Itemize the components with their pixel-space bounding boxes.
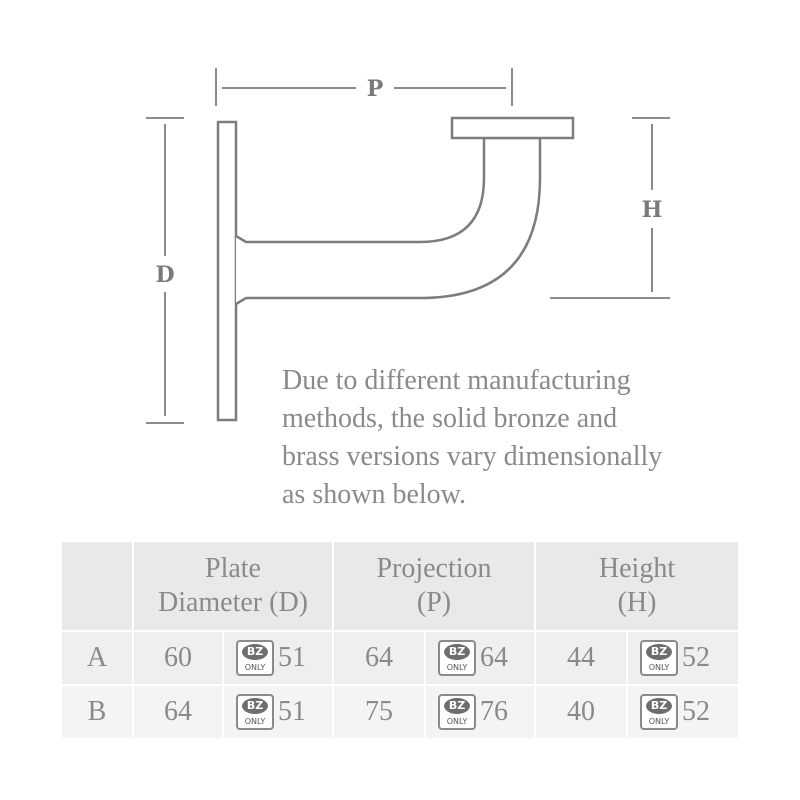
plate-value: 64 [133,685,223,739]
height-bz-cell [627,631,739,685]
bz-only-badge-icon [438,640,476,676]
badge-top-text: BZ [646,644,672,660]
header-projection [333,541,535,631]
p-label: P [366,76,384,102]
bz-only-badge-icon [236,694,274,730]
projection-bz-value: 64 [480,642,508,673]
height-value: 40 [535,685,627,739]
badge-bottom-text: ONLY [446,717,468,726]
badge-bottom-text: ONLY [648,663,670,672]
badge-top-text: BZ [242,698,268,714]
projection-bz-value: 76 [480,696,508,727]
note-line: as shown below. [282,479,467,510]
height-bz-value: 52 [682,696,710,727]
badge-bottom-text: ONLY [244,717,266,726]
note-line: methods, the solid bronze and [282,403,618,434]
h-label: H [641,197,663,223]
rail-saddle [452,118,573,138]
row-label: B [61,685,133,739]
height-bz-value: 52 [682,642,710,673]
table-row [61,685,739,739]
note-line: brass versions vary dimensionally [282,441,663,472]
height-bz-cell [627,685,739,739]
badge-bottom-text: ONLY [648,717,670,726]
bz-only-badge-icon [640,694,678,730]
plate-bz-cell [223,631,333,685]
header-line: (H) [617,587,657,618]
wall-plate [218,122,236,420]
badge-bottom-text: ONLY [244,663,266,672]
plate-bz-value: 51 [278,696,306,727]
projection-value: 75 [333,685,425,739]
header-line: (P) [416,587,452,618]
table-header-row [61,541,739,631]
bz-only-badge-icon [236,640,274,676]
header-plate-diameter [133,541,333,631]
table-row [61,631,739,685]
height-value: 44 [535,631,627,685]
plate-value: 60 [133,631,223,685]
note-line: Due to different manufacturing [282,365,631,396]
header-line: Plate [205,553,261,584]
projection-value: 64 [333,631,425,685]
badge-bottom-text: ONLY [446,663,468,672]
dimension-note [282,362,752,514]
projection-bz-cell [425,685,535,739]
plate-bz-cell [223,685,333,739]
badge-top-text: BZ [242,644,268,660]
bracket-arm [236,138,540,304]
header-corner [61,541,133,631]
bz-only-badge-icon [640,640,678,676]
header-height [535,541,739,631]
header-line: Diameter (D) [157,587,309,618]
badge-top-text: BZ [444,644,470,660]
badge-top-text: BZ [646,698,672,714]
projection-bz-cell [425,631,535,685]
dimension-table [60,540,740,740]
badge-top-text: BZ [444,698,470,714]
row-label: A [61,631,133,685]
plate-bz-value: 51 [278,642,306,673]
header-line: Projection [376,553,492,584]
header-line: Height [598,553,676,584]
d-label: D [155,262,175,288]
bz-only-badge-icon [438,694,476,730]
